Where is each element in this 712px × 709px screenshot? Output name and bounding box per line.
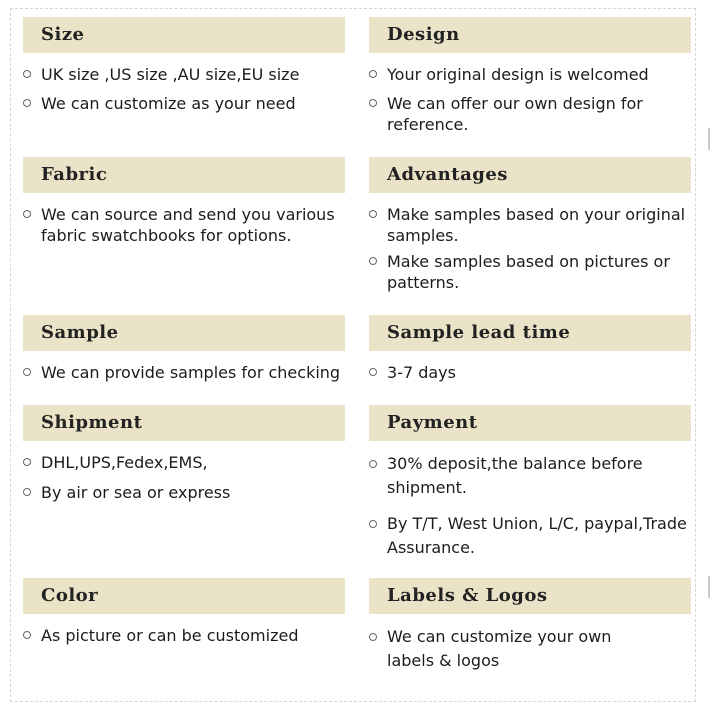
item-text: We can source and send you various fabric swatchbooks for options.: [41, 205, 335, 245]
item-text: UK size ,US size ,AU size,EU size: [41, 65, 300, 84]
list-item: [23, 482, 345, 503]
section-title: Color: [23, 578, 345, 614]
list-item: [23, 362, 345, 383]
section-title: Fabric: [23, 157, 345, 193]
section-title: Shipment: [23, 405, 345, 441]
list-item: [369, 512, 691, 560]
section-title: Advantages: [369, 157, 691, 193]
circle-bullet-icon: [369, 210, 377, 218]
section-title: Sample lead time: [369, 315, 691, 351]
section-title: Payment: [369, 405, 691, 441]
edge-mark: [708, 576, 710, 598]
item-text: We can customize as your need: [41, 94, 296, 113]
item-text: We can offer our own design for reference.: [387, 94, 643, 134]
list-item: [23, 625, 345, 646]
edge-mark: [708, 128, 710, 150]
circle-bullet-icon: [23, 458, 31, 466]
circle-bullet-icon: [23, 99, 31, 107]
item-text: As picture or can be customized: [41, 626, 299, 645]
item-text: Make samples based on pictures or patterns.: [387, 252, 670, 292]
circle-bullet-icon: [369, 460, 377, 468]
list-item: [23, 64, 345, 85]
circle-bullet-icon: [23, 631, 31, 639]
item-text: By T/T, West Union, L/C, paypal,Trade Assurance.: [387, 514, 687, 557]
list-item: [369, 93, 691, 135]
list-item: [23, 452, 345, 473]
section-payment: [369, 405, 691, 560]
section-design: [369, 17, 691, 135]
section-fabric: [23, 157, 345, 246]
list-item: [23, 93, 345, 114]
circle-bullet-icon: [23, 210, 31, 218]
section-title: Sample: [23, 315, 345, 351]
section-labels-logos: [369, 578, 691, 673]
circle-bullet-icon: [23, 368, 31, 376]
section-title: Labels & Logos: [369, 578, 691, 614]
circle-bullet-icon: [369, 368, 377, 376]
item-text: We can provide samples for checking: [41, 363, 341, 382]
section-size: [23, 17, 345, 114]
section-title: Size: [23, 17, 345, 53]
item-text: Make samples based on your original samples.: [387, 205, 686, 245]
list-item: [369, 452, 691, 500]
list-item: [369, 625, 691, 673]
circle-bullet-icon: [23, 70, 31, 78]
section-sample-lead-time: [369, 315, 691, 383]
list-item: [369, 251, 691, 293]
circle-bullet-icon: [369, 257, 377, 265]
section-advantages: [369, 157, 691, 293]
circle-bullet-icon: [369, 70, 377, 78]
section-shipment: [23, 405, 345, 503]
section-sample: [23, 315, 345, 383]
circle-bullet-icon: [369, 633, 377, 641]
list-item: [369, 204, 691, 246]
item-text: 30% deposit,the balance before shipment.: [387, 454, 643, 497]
item-text: Your original design is welcomed: [387, 65, 649, 84]
item-text: 3-7 days: [387, 363, 456, 382]
section-color: [23, 578, 345, 646]
list-item: [369, 64, 691, 85]
item-text: DHL,UPS,Fedex,EMS,: [41, 453, 208, 472]
circle-bullet-icon: [23, 488, 31, 496]
circle-bullet-icon: [369, 520, 377, 528]
section-title: Design: [369, 17, 691, 53]
list-item: [23, 204, 345, 246]
item-text: We can customize your own labels & logos: [387, 627, 612, 670]
item-text: By air or sea or express: [41, 483, 231, 502]
list-item: [369, 362, 691, 383]
circle-bullet-icon: [369, 99, 377, 107]
